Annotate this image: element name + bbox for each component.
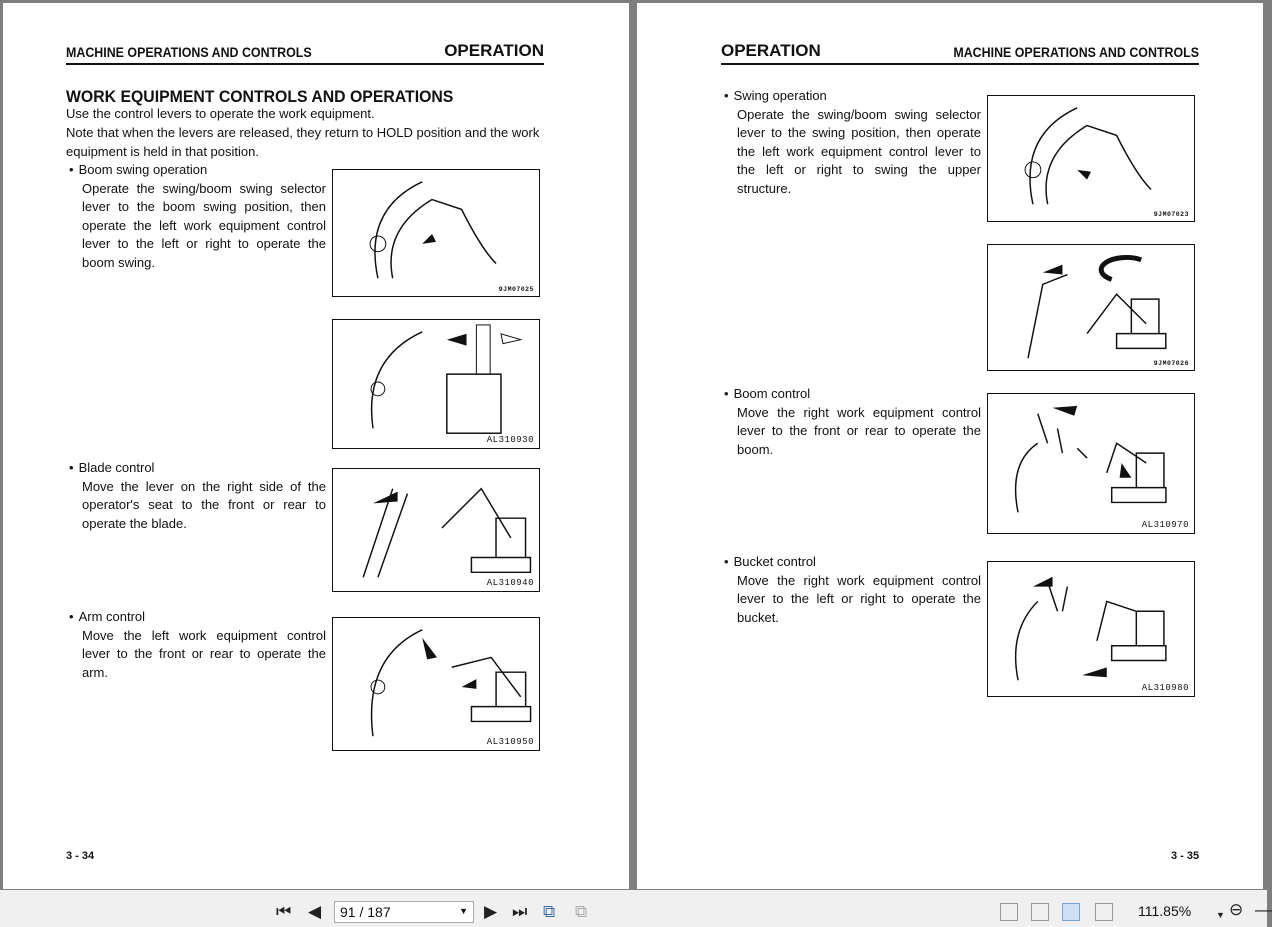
boom-control-item [724,385,981,459]
left-page [3,3,629,889]
figure-label: 9JM07025 [498,286,534,293]
continuous-facing-view-icon[interactable] [1095,903,1113,921]
page-number-select[interactable] [334,901,474,923]
intro-note: Note that when the levers are released, they return to HOLD position and the work equipment is held in that position. [66,125,540,159]
figure-bucket-control [987,561,1195,697]
page-number: 3 - 34 [66,850,95,862]
next-page-icon[interactable]: ▶ [484,902,498,921]
page-number: 3 - 35 [1171,850,1200,862]
arm-control-item [69,608,326,682]
first-page-icon[interactable]: ⏮ [276,902,292,921]
section-title: WORK EQUIPMENT CONTROLS AND OPERATIONS [66,87,454,106]
zoom-level[interactable]: 111.85% [1138,903,1192,919]
item-heading: • Boom control [724,385,981,404]
facing-view-icon[interactable] [1062,903,1080,921]
item-heading: • Swing operation [724,87,981,106]
figure-label: AL310950 [486,737,534,747]
page-value: 91 / 187 [340,904,391,920]
swing-operation-item [724,87,981,198]
page-header [66,43,544,65]
figure-label: AL310940 [486,578,534,588]
item-heading: • Blade control [69,459,326,478]
page-header [721,43,1199,65]
item-heading: • Bucket control [724,553,981,572]
figure-boom-swing-machine [332,319,540,449]
figure-boom-control [987,393,1195,534]
figure-label: AL310970 [1141,520,1189,530]
previous-page-icon[interactable]: ◀ [308,902,322,921]
blade-control-item [69,459,326,533]
bucket-control-item [724,553,981,627]
continuous-view-icon[interactable] [1031,903,1049,921]
last-page-icon[interactable]: ⏭ [512,902,528,921]
item-text: Move the right work equipment control lever to the front or rear to operate the boom. [737,404,981,457]
item-text: Operate the swing/boom swing selector lever to the swing position, then operate the left work equipment control lever to the left or right to swing the upper structure. [737,106,981,196]
item-text: Operate the swing/boom swing selector lever to the boom swing position, then operate the left work equipment control lever to the left or right to operate the boom swing. [82,180,326,270]
figure-lever-boom-swing [332,169,540,297]
single-page-view-icon[interactable] [1000,903,1018,921]
figure-label: 9JM07026 [1153,360,1189,367]
chevron-down-icon[interactable]: ▼ [459,906,468,916]
previous-view-icon[interactable]: ⧉ [543,902,556,921]
figure-lever-swing [987,95,1195,222]
figure-label: AL310930 [486,435,534,445]
item-heading: • Boom swing operation [69,161,326,180]
zoom-out-icon[interactable]: ⊖ [1229,900,1244,919]
next-view-icon[interactable]: ⧉ [575,902,588,921]
figure-arm-control [332,617,540,751]
zoom-dropdown-icon[interactable]: ▼ [1216,910,1225,920]
figure-label: 9JM07023 [1153,211,1189,218]
item-text: Move the left work equipment control lever to the front or rear to operate the arm. [82,627,326,680]
figure-blade-control [332,468,540,592]
item-text: Move the right work equipment control lever to the left or right to operate the bucket. [737,572,981,625]
boom-swing-item [69,161,326,272]
header-section: MACHINE OPERATIONS AND CONTROLS [66,45,312,60]
header-chapter: OPERATION [444,41,544,60]
item-heading: • Arm control [69,608,326,627]
zoom-slider[interactable]: — [1255,900,1272,919]
header-chapter: OPERATION [721,41,821,60]
right-page [637,3,1263,889]
intro-text: Use the control levers to operate the work equipment. [66,106,375,121]
figure-label: AL310980 [1141,683,1189,693]
figure-swing-machine [987,244,1195,371]
item-text: Move the lever on the right side of the operator's seat to the front or rear to operate the blade. [82,478,326,531]
header-section: MACHINE OPERATIONS AND CONTROLS [953,45,1199,60]
